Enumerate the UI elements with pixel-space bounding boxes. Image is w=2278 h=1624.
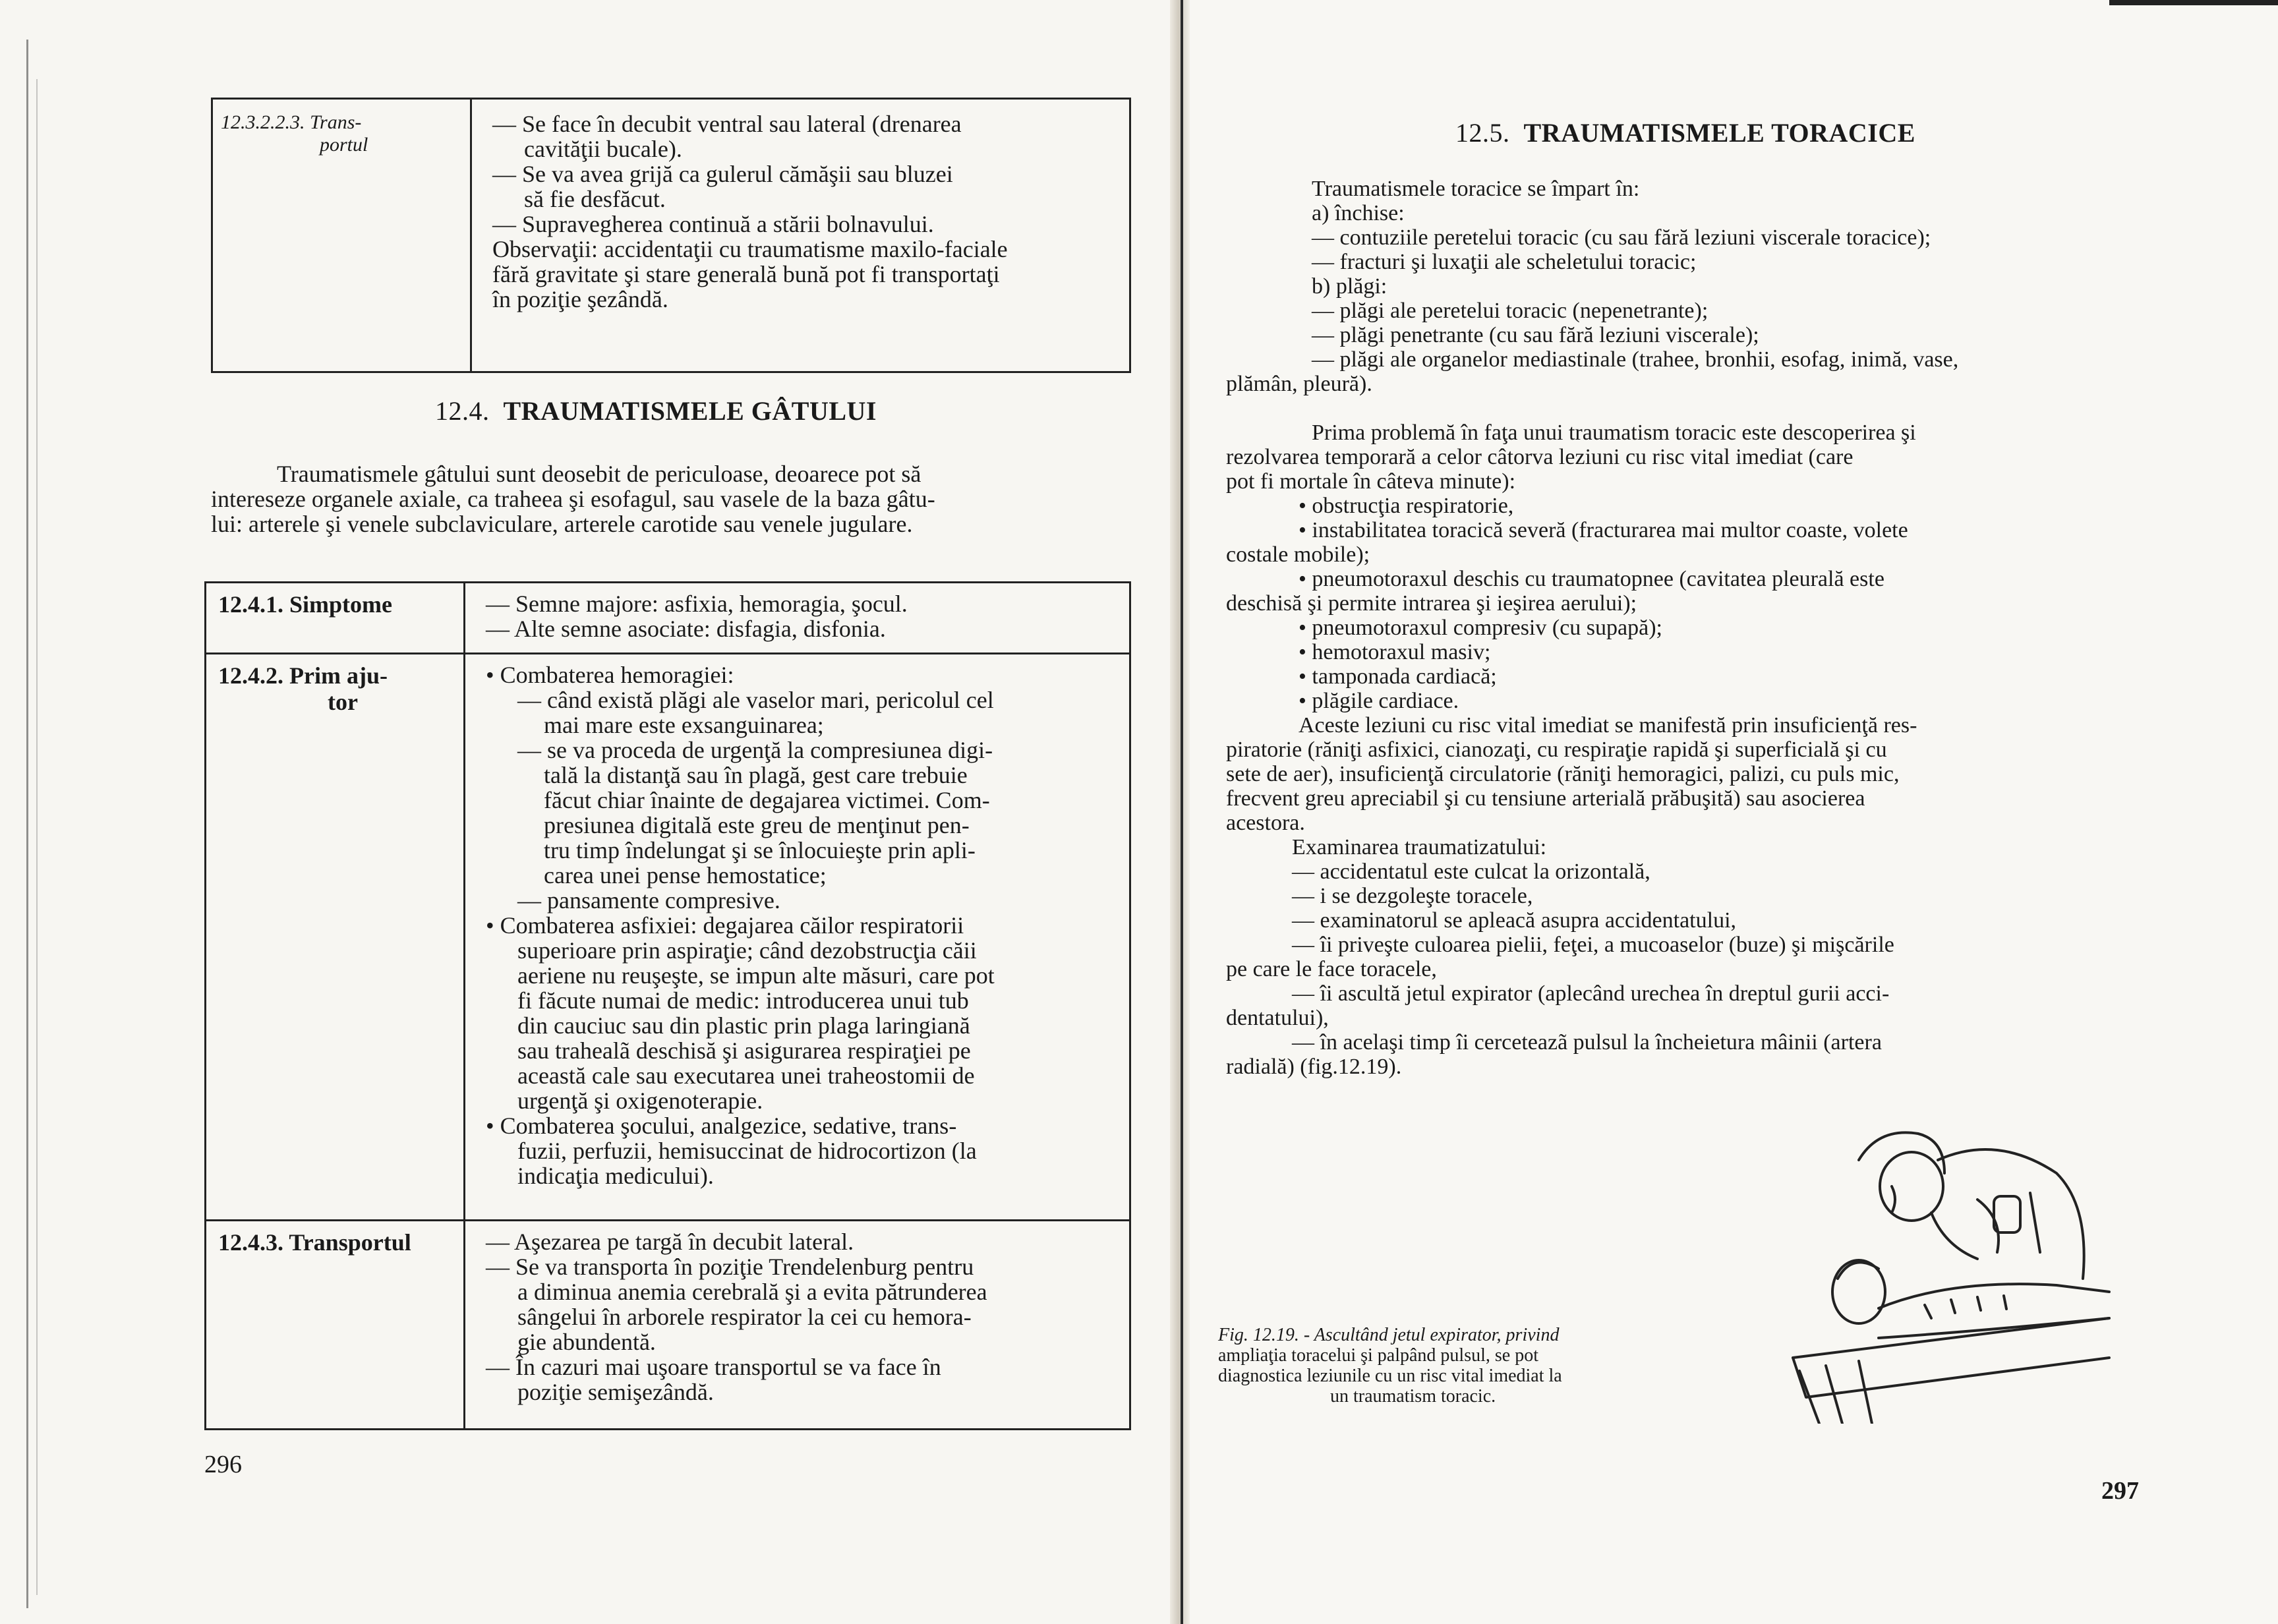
text-line: — în acelaşi timp îi cerceteazã pulsul la încheietura mâinii (artera [1292, 1030, 1882, 1055]
text-line [492, 237, 1119, 262]
text-line: b) plăgi: [1312, 274, 1387, 299]
text-line: • Combaterea şocului, analgezice, sedative, trans- [486, 1113, 957, 1139]
text-line: — Supravegherea continuă a stării bolnavului. [492, 211, 934, 237]
text-line: Examinarea traumatizatului: [1292, 835, 1547, 859]
heading-number: 12.5. [1455, 118, 1510, 148]
figure-12-19-illustration [1780, 1120, 2122, 1424]
text-line [1226, 396, 2149, 420]
text-line: Aceste leziuni cu risc vital imediat se manifestă prin insuficienţă res- [1299, 713, 1917, 738]
text-line: • instabilitatea toracică severă (fracturarea mai multor coaste, volete [1299, 518, 1908, 542]
text-line: sau trahealã deschisă şi asigurarea respiraţiei pe [517, 1037, 971, 1064]
caption-line: Fig. 12.19. - Ascultând jetul expirator, privind [1218, 1325, 1560, 1345]
text-line: — când există plăgi ale vaselor mari, pericolul cel [517, 687, 994, 713]
text-line: făcut chiar înainte de degajarea victimei. Com- [544, 787, 990, 813]
examiner-ear [1892, 1186, 1895, 1213]
heading-title: TRAUMATISMELE GÂTULUI [503, 396, 877, 426]
text-line: fără gravitate şi stare generală bună pot fi transportaţi [492, 261, 1000, 287]
row-head-simptome [218, 591, 392, 618]
text-line: fuzii, perfuzii, hemisuccinat de hidrocortizon (la [517, 1138, 977, 1164]
text-line: — Semne majore: asfixia, hemoragia, şocul. [486, 591, 908, 617]
row-head-line: 12.4.2. Prim aju- [218, 662, 388, 689]
observatii-line: Observaţii: accidentaţii cu traumatisme maxilo-faciale [492, 236, 1008, 262]
text-line: — În cazuri mai uşoare transportul se va face în [486, 1354, 941, 1380]
text-line: — Se face în decubit ventral sau lateral (drenarea [492, 111, 962, 137]
text-line: — plăgi penetrante (cu sau fără leziuni viscerale); [1312, 323, 1759, 347]
text-line: • plăgile cardiace. [1299, 689, 1459, 713]
text-line: — Alte semne asociate: disfagia, disfonia. [486, 616, 886, 642]
text-line: — i se dezgoleşte toracele, [1292, 884, 1533, 908]
thoracic-text [1226, 177, 2149, 1079]
table-transport-maxillofacial [211, 98, 1131, 373]
intro-paragraph [211, 461, 1127, 536]
text-line: deschisă şi permite intrarea şi ieşirea aerului); [1226, 591, 1637, 616]
table-neck-trauma [204, 581, 1131, 1430]
section-heading-12-4 [435, 395, 877, 426]
caption-line: diagnostica leziunile cu un risc vital imediat la [1218, 1366, 1562, 1386]
text-line: sete de aer), insuficienţă circulatorie (răniţi hemoragici, palizi, cu puls mic, [1226, 762, 1900, 786]
text-line: — plăgi ale organelor mediastinale (trahee, bronhii, esofag, inimă, vase, [1312, 347, 1959, 372]
page-edge-line-2 [36, 79, 38, 1595]
text-line: Prima problemă în faţa unui traumatism toracic este descoperirea şi [1312, 420, 1916, 445]
patient-head [1832, 1260, 1885, 1323]
examiner-head [1880, 1152, 1943, 1221]
text-line: urgenţă şi oxigenoterapie. [517, 1088, 763, 1114]
text-line: indicaţia medicului). [517, 1163, 714, 1189]
row-head-line: tor [328, 689, 358, 715]
text-line: gie abundentă. [517, 1329, 656, 1355]
text-line: — îi ascultă jetul expirator (aplecând urechea în dreptul gurii acci- [1292, 981, 1890, 1006]
text-line: — contuziile peretelui toracic (cu sau fără leziuni viscerale toracice); [1312, 225, 1931, 250]
text-line: • Combaterea hemoragiei: [486, 662, 734, 688]
section-label-line: 12.3.2.2.3. Trans- [221, 111, 362, 133]
text-line: tală la distanţă sau în plagă, gest care trebuie [544, 762, 968, 788]
examiner-coat-fold [2030, 1193, 2040, 1252]
examiner-arm [1931, 1213, 1977, 1259]
text-line: a diminua anemia cerebrală şi a evita pătrunderea [517, 1279, 987, 1305]
caption-line: ampliaţia toracelui şi palpând pulsul, se pot [1218, 1345, 1538, 1366]
patient-ribs [1925, 1296, 2006, 1318]
patient-chest [1879, 1284, 2109, 1308]
row-head-prim-ajutor [218, 662, 388, 715]
heading-title: TRAUMATISMELE TORACICE [1523, 118, 1915, 148]
patient-back [1879, 1318, 2109, 1338]
text-line: pot fi mortale în câteva minute): [1226, 469, 1516, 494]
row-head-line: 12.4.3. Transportul [218, 1229, 411, 1256]
examiner-back [1938, 1149, 2084, 1279]
text-line: — pansamente compresive. [517, 887, 780, 914]
section-heading-12-5 [1455, 117, 1915, 148]
text-line: a) închise: [1312, 201, 1405, 225]
text-line: superioare prin aspiraţie; când dezobstrucţia căii [517, 937, 977, 964]
text-line: — Se va transporta în poziţie Trendelenburg pentru [486, 1254, 974, 1280]
text-line: dentatului), [1226, 1006, 1329, 1030]
text-line: acestora. [1226, 811, 1305, 835]
page-edge-line [26, 40, 28, 1608]
text-line: sângelui în arborele respirator la cei cu hemora- [517, 1304, 972, 1330]
text-line: fi făcute numai de medic: introducerea unui tub [517, 987, 969, 1014]
text-line: • pneumotoraxul deschis cu traumatopnee (cavitatea pleurală este [1299, 567, 1884, 591]
text-line: plămân, pleură). [1226, 372, 1372, 396]
text-line: • Combaterea asfixiei: degajarea căilor respiratorii [486, 912, 964, 939]
table-divider [470, 100, 472, 371]
text-line: în poziţie şezândă. [492, 286, 668, 312]
text-line: frecvent greu apreciabil şi cu tensiune arterială prăbuşită) sau asocierea [1226, 786, 1865, 811]
text-line: să fie desfăcut. [524, 186, 666, 212]
row-head-transportul [218, 1229, 411, 1256]
text-line: — îi priveşte culoarea pielii, feţei, a mucoaselor (buze) şi mişcările [1292, 933, 1894, 957]
text-line: costale mobile); [1226, 542, 1370, 567]
text-line: poziţie semişezândă. [517, 1379, 714, 1405]
text-line: — plăgi ale peretelui toracic (nepenetrante); [1312, 299, 1708, 323]
transport-text [492, 111, 1119, 312]
text-line: presiunea digitală este greu de menţinut pen- [544, 812, 970, 838]
figure-caption [1218, 1325, 1706, 1406]
text-line: — examinatorul se apleacă asupra accidentatului, [1292, 908, 1737, 933]
text-line: — Aşezarea pe targă în decubit lateral. [486, 1229, 854, 1255]
row-body [486, 1229, 1112, 1405]
text-line: piratorie (răniţi asfixici, cianozaţi, cu respiraţie rapidă şi superficială şi cu [1226, 738, 1887, 762]
text-line: carea unei pense hemostatice; [544, 862, 827, 888]
text-line: • obstrucţia respiratorie, [1299, 494, 1514, 518]
section-label-12-3-2-2-3 [221, 111, 458, 156]
section-label-line: portul [320, 134, 368, 156]
page-number-right: 297 [2101, 1477, 2139, 1505]
text-line: • hemotoraxul masiv; [1299, 640, 1491, 664]
page-number-left: 296 [204, 1451, 242, 1478]
text-line: tru timp îndelungat şi se înlocuieşte prin apli- [544, 837, 976, 863]
table-row [206, 652, 1129, 1221]
text-line: rezolvarea temporară a celor câtorva leziuni cu risc vital imediat (care [1226, 445, 1854, 469]
text-line: — fracturi şi luxaţii ale scheletului toracic; [1312, 250, 1697, 274]
text-line: Traumatismele gâtului sunt deosebit de periculoase, deoarece pot să [277, 461, 921, 487]
table-row [206, 583, 1129, 652]
row-body [486, 591, 1112, 641]
heading-number: 12.4. [435, 396, 490, 426]
text-line: radială) (fig.12.19). [1226, 1055, 1402, 1079]
text-line: Traumatismele toracice se împart în: [1312, 177, 1640, 201]
text-line: din cauciuc sau din plastic prin plaga laringiană [517, 1012, 970, 1039]
text-line: pe care le face toracele, [1226, 957, 1437, 981]
text-line: — accidentatul este culcat la orizontală, [1292, 859, 1650, 884]
text-line: • tamponada cardiacă; [1299, 664, 1497, 689]
scan-edge-dark [2109, 0, 2278, 5]
text-line: aeriene nu reuşeşte, se impun alte măsuri, care pot [517, 962, 995, 989]
text-line: lui: arterele şi venele subclaviculare, arterele carotide sau venele jugulare. [211, 511, 913, 537]
row-body [486, 662, 1112, 1188]
spine-line [1181, 0, 1183, 1624]
caption-line: un traumatism toracic. [1330, 1386, 1496, 1406]
text-line: intereseze organele axiale, ca traheea şi esofagul, sau vasele de la baza gâtu- [211, 486, 935, 512]
row-head-line: 12.4.1. Simptome [218, 591, 392, 618]
table-row [206, 1219, 1129, 1426]
stretcher-frame [1793, 1358, 2109, 1397]
text-line: mai mare este exsanguinarea; [544, 712, 824, 738]
text-line: — Se va avea grijă ca gulerul cămăşii sau bluzei [492, 161, 953, 187]
text-line: această cale sau executarea unei traheostomii de [517, 1062, 975, 1089]
text-line: • pneumotoraxul compresiv (cu supapă); [1299, 616, 1662, 640]
text-line: cavităţii bucale). [524, 136, 682, 162]
book-gutter [1170, 0, 1190, 1624]
examiner-arm-2 [1977, 1200, 1999, 1252]
text-line: — se va proceda de urgenţă la compresiunea digi- [517, 737, 993, 763]
